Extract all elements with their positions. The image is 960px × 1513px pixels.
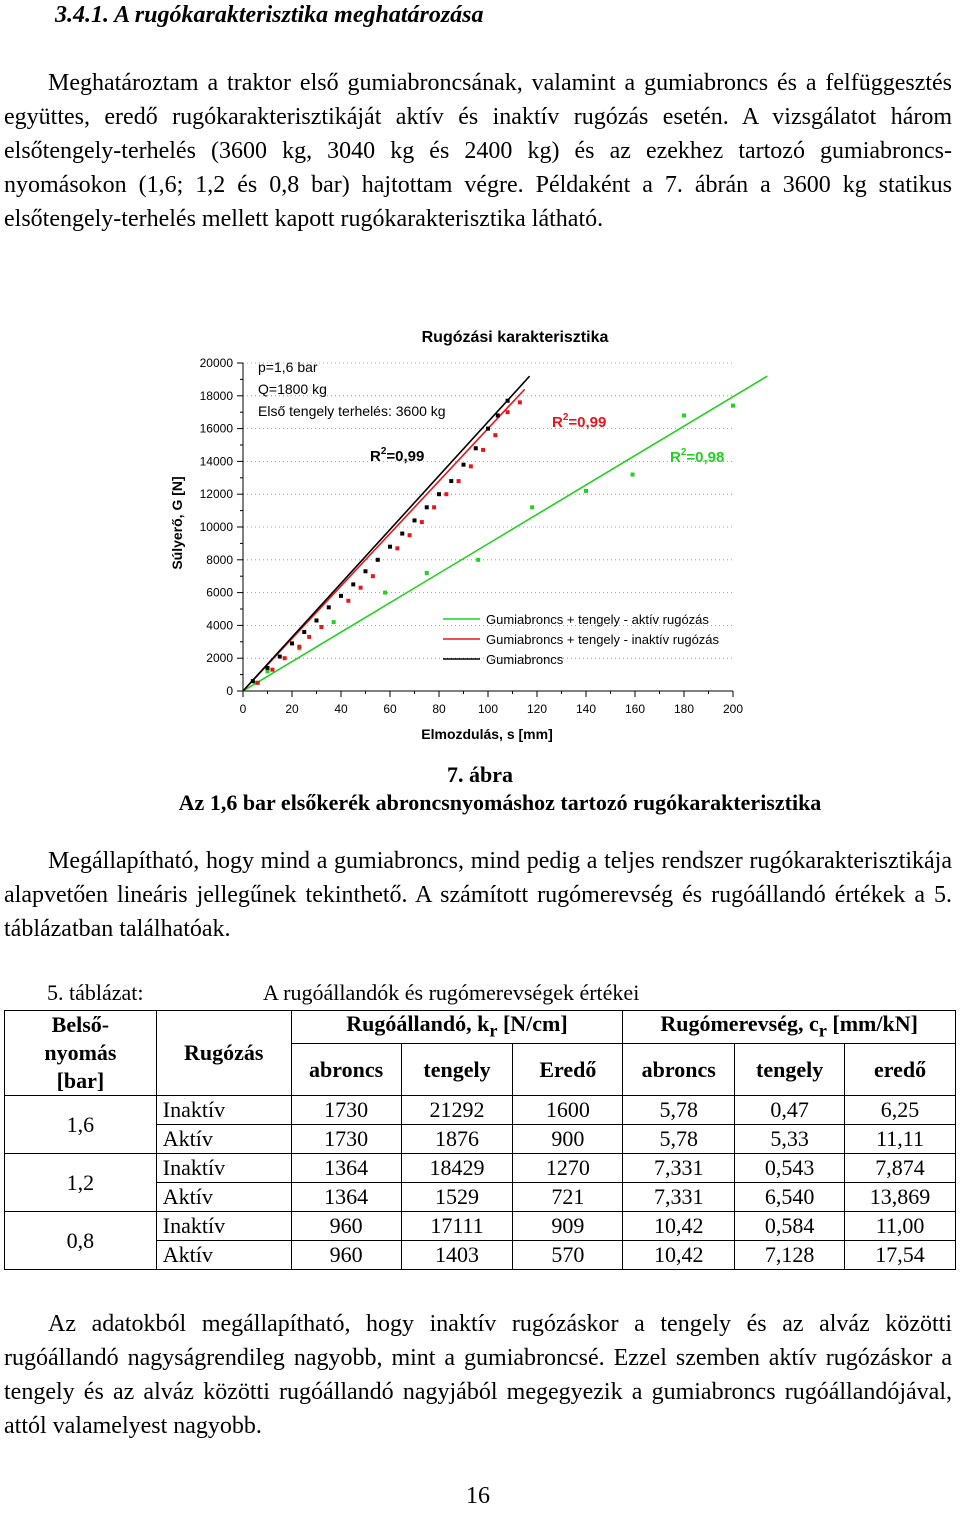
- value-cell: 570: [513, 1241, 623, 1270]
- header-type: Rugózás: [156, 1011, 291, 1096]
- value-cell: 6,540: [735, 1183, 845, 1212]
- spring-characteristic-chart: [160, 318, 780, 748]
- value-cell: 17111: [401, 1212, 513, 1241]
- value-cell: 1364: [291, 1183, 401, 1212]
- table-row: [5, 1212, 956, 1241]
- data-point: [457, 479, 461, 483]
- data-point: [530, 505, 534, 509]
- figure-number: 7. ábra: [447, 762, 513, 787]
- data-point: [476, 558, 480, 562]
- data-point: [346, 599, 350, 603]
- data-point: [493, 433, 497, 437]
- data-point: [584, 489, 588, 493]
- data-point: [251, 679, 255, 683]
- value-cell: 960: [291, 1212, 401, 1241]
- value-cell: 21292: [401, 1096, 513, 1125]
- value-cell: 7,874: [845, 1154, 956, 1183]
- subheader-cell: abroncs: [623, 1044, 735, 1096]
- value-cell: 0,543: [735, 1154, 845, 1183]
- data-point: [437, 492, 441, 496]
- x-tick-label: 40: [334, 702, 348, 716]
- legend-label: Gumiabroncs + tengely - aktív rugózás: [486, 612, 709, 627]
- data-point: [444, 492, 448, 496]
- subheader-cell: tengely: [735, 1044, 845, 1096]
- spring-constants-table: [4, 1010, 956, 1270]
- data-point: [270, 668, 274, 672]
- x-tick-label: 20: [285, 702, 299, 716]
- type-cell: Inaktív: [156, 1212, 291, 1241]
- data-point: [631, 473, 635, 477]
- y-tick-label: 10000: [199, 520, 233, 534]
- value-cell: 7,331: [623, 1183, 735, 1212]
- value-cell: 11,11: [845, 1125, 956, 1154]
- section-heading: 3.4.1. A rugókarakterisztika meghatározása: [55, 2, 484, 28]
- legend-label: Gumiabroncs: [486, 652, 564, 667]
- subheader-cell: eredő: [845, 1044, 956, 1096]
- x-tick-label: 120: [526, 702, 548, 716]
- value-cell: 6,25: [845, 1096, 956, 1125]
- value-cell: 18429: [401, 1154, 513, 1183]
- subheader-cell: abroncs: [291, 1044, 401, 1096]
- y-tick-label: 20000: [199, 356, 233, 370]
- x-tick-label: 60: [383, 702, 397, 716]
- value-cell: 1364: [291, 1154, 401, 1183]
- r2-label-black: $R^2=0,99$: [370, 446, 425, 465]
- y-tick-label: 6000: [206, 585, 233, 600]
- chart-title: Rugózási karakterisztika: [421, 329, 609, 346]
- data-point: [449, 479, 453, 483]
- x-tick-label: 200: [722, 702, 744, 716]
- page-number: 16: [466, 1483, 490, 1509]
- table-title: A rugóállandók és rugómerevségek értékei: [263, 980, 640, 1005]
- data-point: [474, 446, 478, 450]
- data-point: [420, 520, 424, 524]
- header-spring-constant: Rugóállandó, $k_r$ [N/cm]: [291, 1011, 623, 1044]
- y-tick-label: 18000: [199, 388, 233, 403]
- data-point: [432, 505, 436, 509]
- data-point: [425, 571, 429, 575]
- data-point: [359, 586, 363, 590]
- r2-label-green: $R^2=0,98$: [670, 447, 725, 466]
- y-tick-label: 4000: [206, 618, 233, 633]
- data-point: [400, 532, 404, 536]
- subheader-cell: Eredő: [513, 1044, 623, 1096]
- data-point: [496, 413, 500, 417]
- value-cell: 909: [513, 1212, 623, 1241]
- value-cell: 1876: [401, 1125, 513, 1154]
- paragraph-analysis: Az adatokból megállapítható, hogy inaktív rugózáskor a tengely és az alváz közötti rugóállandó nagyságrendileg nagyobb, mint a gumiabroncsé. Ezzel szemben aktív rugózáskor a tengely és az alváz közötti rugóállandó nagyjából megegyezik a gumiabroncs rugóállandójával, attól valamelyest nagyobb.: [4, 1311, 952, 1439]
- x-tick-label: 100: [477, 702, 499, 716]
- y-tick-label: 12000: [199, 487, 233, 502]
- chart-param-pressure: p=1,6 bar: [258, 359, 318, 375]
- type-cell: Inaktív: [156, 1154, 291, 1183]
- data-point: [364, 569, 368, 573]
- data-point: [469, 464, 473, 468]
- y-tick-label: 16000: [199, 421, 233, 436]
- value-cell: 11,00: [845, 1212, 956, 1241]
- figure-caption: Az 1,6 bar elsőkerék abroncsnyomáshoz tartozó rugókarakterisztika: [178, 790, 822, 815]
- value-cell: 5,78: [623, 1125, 735, 1154]
- value-cell: 1529: [401, 1183, 513, 1212]
- pressure-cell: 1,6: [5, 1096, 157, 1154]
- table-row: [5, 1154, 956, 1183]
- value-cell: 1730: [291, 1096, 401, 1125]
- data-point: [339, 594, 343, 598]
- data-point: [351, 582, 355, 586]
- value-cell: 1730: [291, 1125, 401, 1154]
- value-cell: 900: [513, 1125, 623, 1154]
- value-cell: 5,78: [623, 1096, 735, 1125]
- x-tick-label: 0: [239, 702, 247, 716]
- value-cell: 10,42: [623, 1212, 735, 1241]
- data-point: [506, 399, 510, 403]
- value-cell: 0,584: [735, 1212, 845, 1241]
- data-point: [266, 666, 270, 670]
- data-point: [518, 400, 522, 404]
- pressure-cell: 1,2: [5, 1154, 157, 1212]
- data-point: [290, 641, 294, 645]
- data-point: [297, 645, 301, 649]
- data-point: [395, 546, 399, 550]
- data-point: [376, 558, 380, 562]
- legend-label: Gumiabroncs + tengely - inaktív rugózás: [486, 632, 720, 647]
- chart-legend: [443, 612, 720, 667]
- x-axis-label: Elmozdulás, s [mm]: [421, 726, 553, 742]
- data-point: [307, 635, 311, 639]
- y-tick-label: 2000: [206, 651, 233, 666]
- value-cell: 721: [513, 1183, 623, 1212]
- value-cell: 1600: [513, 1096, 623, 1125]
- table-row: [5, 1096, 956, 1125]
- table-label: 5. táblázat:: [47, 980, 144, 1005]
- subheader-cell: tengely: [401, 1044, 513, 1096]
- data-point: [315, 618, 319, 622]
- x-tick-label: 180: [673, 702, 695, 716]
- value-cell: 13,869: [845, 1183, 956, 1212]
- data-point: [462, 463, 466, 467]
- data-point: [731, 404, 735, 408]
- data-point: [506, 410, 510, 414]
- x-tick-label: 140: [575, 702, 597, 716]
- value-cell: 0,47: [735, 1096, 845, 1125]
- value-cell: 10,42: [623, 1241, 735, 1270]
- data-point: [388, 545, 392, 549]
- value-cell: 5,33: [735, 1125, 845, 1154]
- header-pressure: Belső- nyomás [bar]: [5, 1011, 157, 1096]
- paragraph-intro: Meghatároztam a traktor első gumiabroncsának, valamint a gumiabroncs és a felfüggesztés együttes, eredő rugókarakterisztikáját aktív és inaktív rugózás esetén. A vizsgálatot három elsőtengely-terhelés (3600 kg, 3040 kg és 2400 kg) és az ezekhez tartozó gumiabroncs-nyomásokon (1,6; 1,2 és 0,8 bar) hajtottam végre. Példaként a 7. ábrán a 3600 kg statikus elsőtengely-terhelés mellett kapott rugókarakterisztika látható.: [4, 70, 952, 232]
- header-spring-stiffness: Rugómerevség, $c_r$ [mm/kN]: [623, 1011, 956, 1044]
- chart-param-load: Q=1800 kg: [258, 381, 327, 397]
- paragraph-conclusion: Megállapítható, hogy mind a gumiabroncs, mind pedig a teljes rendszer rugókarakterisztikája alapvetően lineáris jellegűnek tekinthető. A számított rugómerevség és rugóállandó értékek a 5. táblázatban találhatóak.: [4, 848, 952, 942]
- value-cell: 1270: [513, 1154, 623, 1183]
- value-cell: 1403: [401, 1241, 513, 1270]
- data-point: [383, 591, 387, 595]
- data-point: [283, 656, 287, 660]
- y-axis-label: Súlyerő, G [N]: [169, 476, 185, 570]
- x-tick-label: 160: [624, 702, 646, 716]
- value-cell: 17,54: [845, 1241, 956, 1270]
- y-tick-label: 14000: [199, 454, 233, 469]
- y-tick-label: 8000: [206, 552, 233, 567]
- data-point: [408, 533, 412, 537]
- type-cell: Inaktív: [156, 1096, 291, 1125]
- data-point: [371, 574, 375, 578]
- data-point: [302, 630, 306, 634]
- y-tick-label: 0: [226, 684, 233, 698]
- data-point: [256, 681, 260, 685]
- data-point: [481, 448, 485, 452]
- value-cell: 7,128: [735, 1241, 845, 1270]
- value-cell: 960: [291, 1241, 401, 1270]
- data-point: [319, 625, 323, 629]
- x-tick-label: 80: [432, 702, 446, 716]
- value-cell: 7,331: [623, 1154, 735, 1183]
- data-point: [413, 518, 417, 522]
- data-point: [327, 605, 331, 609]
- type-cell: Aktív: [156, 1241, 291, 1270]
- chart-param-axle: Első tengely terhelés: 3600 kg: [258, 403, 446, 419]
- data-point: [332, 620, 336, 624]
- type-cell: Aktív: [156, 1183, 291, 1212]
- type-cell: Aktív: [156, 1125, 291, 1154]
- r2-label-red: $R^2=0,99$: [552, 412, 607, 431]
- data-point: [486, 427, 490, 431]
- pressure-cell: 0,8: [5, 1212, 157, 1270]
- data-point: [278, 655, 282, 659]
- data-point: [425, 505, 429, 509]
- data-point: [682, 413, 686, 417]
